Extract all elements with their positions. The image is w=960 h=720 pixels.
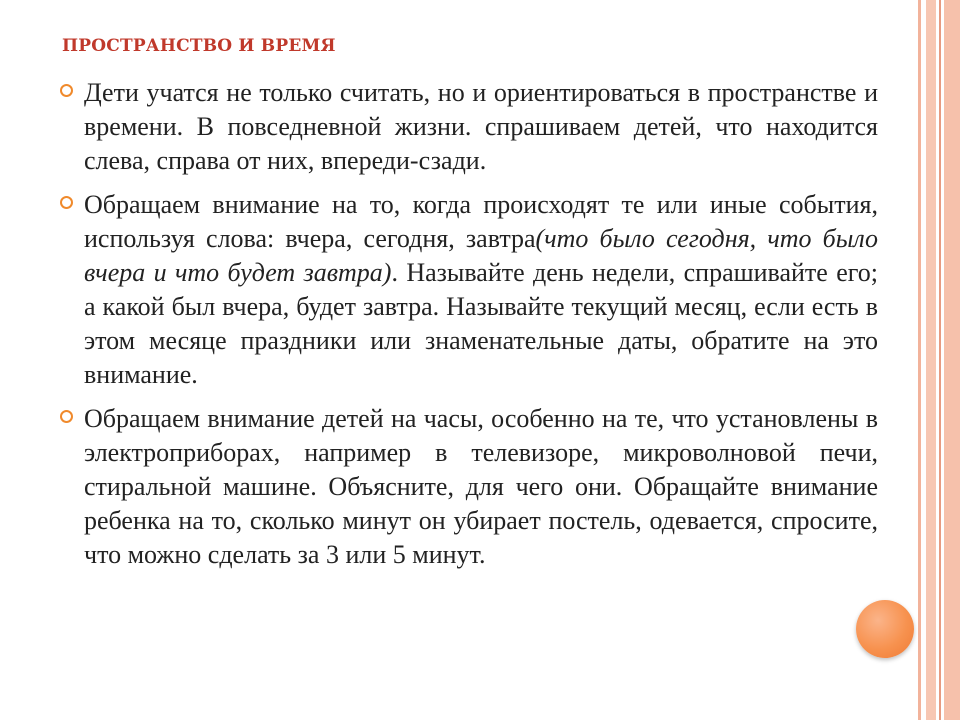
circle-bullet-icon (60, 410, 73, 423)
bullet-item-time (60, 188, 878, 392)
circle-bullet-icon (60, 196, 73, 209)
bullet-text: Обращаем внимание на то, когда происходят те или иные события, используя слова: вчера, сегодня, завтра (84, 190, 878, 253)
slide-title: ПРОСТРАНСТВО И ВРЕМЯ (62, 36, 336, 56)
bullet-text: Обращаем внимание детей на часы, особенно на те, что установлены в электроприборах, например в телевизоре, микроволновой печи, стиральной машине. Объясните, для чего они. Обращайте внимание ребенка на то, сколько минут он убирает постель, одевается, спросите, что можно сделать за 3 или 5 минут. (84, 404, 878, 569)
decorative-orange-circle (856, 600, 914, 658)
decorative-stripe (918, 0, 921, 720)
bullet-item-clock (60, 402, 878, 572)
bullet-text: . Называйте день недели, спрашивайте его; а какой был вчера, будет завтра. Называйте текущий месяц, если есть в этом месяце праздники или знаменательные даты, обратите на это внимание. (84, 258, 878, 389)
decorative-stripe (939, 0, 941, 720)
bullet-item-space (60, 76, 878, 178)
bullet-text: Дети учатся не только считать, но и ориентироваться в пространстве и времени. В повседневной жизни. спрашиваем детей, что находится слева, справа от них, впереди-сзади. (84, 78, 878, 175)
circle-bullet-icon (60, 84, 73, 97)
bullet-list (60, 76, 878, 582)
bullet-text-italic: (что было сегодня, что было вчера и что будет завтра) (84, 224, 878, 287)
decorative-stripe (944, 0, 960, 720)
decorative-stripe (926, 0, 936, 720)
